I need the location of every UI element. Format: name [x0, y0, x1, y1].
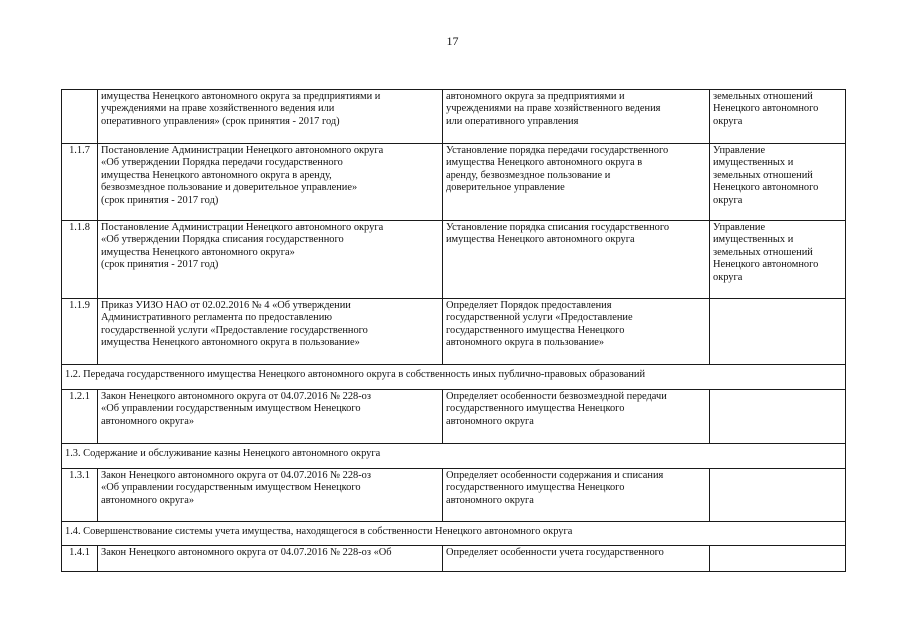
purpose-cell-line: Определяет особенности безвозмездной передачи [446, 391, 667, 402]
legal-act-cell-line: «Об управлении государственным имуществом Ненецкого [101, 482, 361, 494]
executor-cell [710, 144, 846, 221]
purpose-cell [443, 90, 710, 144]
legal-act-cell-line: автономного округа» [101, 415, 195, 427]
purpose-cell [443, 299, 710, 365]
executor-cell [710, 469, 846, 522]
purpose-cell [443, 144, 710, 221]
executor-cell-line: округа [713, 115, 743, 127]
legal-act-cell-line: (срок принятия - 2017 год) [101, 194, 219, 206]
purpose-cell-line: автономного округа [446, 415, 534, 427]
table-row [62, 299, 846, 365]
legal-act-cell-line: «Об управлении государственным имуществом Ненецкого [101, 403, 361, 415]
executor-cell-line: Ненецкого автономного [713, 103, 819, 115]
executor-cell-line: земельных отношений [713, 91, 813, 102]
purpose-cell [443, 221, 710, 299]
purpose-cell-line: автономного округа в пользование» [446, 337, 605, 349]
executor-cell [710, 221, 846, 299]
legal-act-cell-line: имущества Ненецкого автономного округа за предприятиями и [101, 91, 381, 102]
table-row [62, 546, 846, 572]
executor-cell-line: округа [713, 271, 743, 283]
section-heading-text: 1.2. Передача государственного имущества Ненецкого автономного округа в собственность иных публично-правовых образований [65, 369, 646, 380]
legal-act-cell-line: «Об утверждении Порядка списания государственного [101, 234, 344, 246]
page-number: 17 [446, 34, 459, 48]
item-number: 1.3.1 [62, 469, 98, 522]
executor-cell [710, 299, 846, 365]
section-heading [62, 444, 846, 469]
executor-cell-line: Управление [713, 145, 766, 156]
purpose-cell-line: государственного имущества Ненецкого [446, 482, 625, 494]
legal-act-cell [98, 90, 443, 144]
legal-act-cell [98, 144, 443, 221]
item-number [62, 90, 98, 144]
table-row [62, 90, 846, 144]
table-row [62, 144, 846, 221]
section-heading [62, 365, 846, 390]
legal-act-cell-line: «Об утверждении Порядка передачи государственного [101, 157, 343, 169]
purpose-cell [443, 469, 710, 522]
executor-cell-line: Ненецкого автономного [713, 182, 819, 194]
executor-cell-line: округа [713, 194, 743, 206]
purpose-cell-line: или оперативного управления [446, 115, 579, 127]
program-table [61, 89, 846, 572]
purpose-cell-line: имущества Ненецкого автономного округа в [446, 157, 643, 169]
section-heading [62, 522, 846, 546]
executor-cell-line: имущественных и [713, 157, 794, 169]
executor-cell-line: Управление [713, 222, 766, 233]
legal-act-cell-line: Административного регламента по предоставлению [101, 312, 333, 324]
purpose-cell [443, 546, 710, 572]
legal-act-cell-line: автономного округа» [101, 494, 195, 506]
table-row [62, 390, 846, 444]
legal-act-cell-line: государственной услуги «Предоставление государственного [101, 324, 368, 336]
purpose-cell-line: учреждениями на праве хозяйственного ведения [446, 103, 661, 115]
purpose-cell-line: Установление порядка списания государственного [446, 222, 670, 233]
purpose-cell-line: государственной услуги «Предоставление [446, 312, 633, 324]
section-heading-text: 1.3. Содержание и обслуживание казны Ненецкого автономного округа [65, 448, 381, 459]
legal-act-cell-line: Закон Ненецкого автономного округа от 04.07.2016 № 228-оз [101, 470, 371, 481]
executor-cell-line: Ненецкого автономного [713, 259, 819, 271]
section-row [62, 522, 846, 546]
legal-act-cell-line: учреждениями на праве хозяйственного ведения или [101, 103, 335, 115]
item-number: 1.1.7 [62, 144, 98, 221]
table-row [62, 221, 846, 299]
legal-act-cell-line: Закон Ненецкого автономного округа от 04.07.2016 № 228-оз «Об [101, 547, 392, 558]
purpose-cell-line: автономного округа [446, 494, 534, 506]
legal-act-cell-line: имущества Ненецкого автономного округа» [101, 246, 295, 258]
executor-cell [710, 390, 846, 444]
section-row [62, 365, 846, 390]
purpose-cell-line: Установление порядка передачи государственного [446, 145, 669, 156]
executor-cell [710, 90, 846, 144]
table-body [62, 90, 846, 572]
legal-act-cell [98, 299, 443, 365]
legal-act-cell-line: безвозмездное пользование и доверительное управление» [101, 182, 358, 194]
section-heading-text: 1.4. Совершенствование системы учета имущества, находящегося в собственности Ненецкого автономного округа [65, 526, 573, 537]
purpose-cell-line: Определяет Порядок предоставления [446, 300, 612, 311]
legal-act-cell-line: Приказ УИЗО НАО от 02.02.2016 № 4 «Об утверждении [101, 300, 351, 311]
section-row [62, 444, 846, 469]
executor-cell-line: земельных отношений [713, 246, 813, 258]
legal-act-cell-line: Закон Ненецкого автономного округа от 04.07.2016 № 228-оз [101, 391, 371, 402]
purpose-cell-line: государственного имущества Ненецкого [446, 324, 625, 336]
legal-act-cell-line: Постановление Администрации Ненецкого автономного округа [101, 145, 384, 156]
item-number: 1.1.9 [62, 299, 98, 365]
item-number: 1.4.1 [62, 546, 98, 572]
executor-cell-line: земельных отношений [713, 169, 813, 181]
item-number: 1.2.1 [62, 390, 98, 444]
legal-act-cell [98, 546, 443, 572]
purpose-cell-line: имущества Ненецкого автономного округа [446, 234, 635, 246]
executor-cell-line: имущественных и [713, 234, 794, 246]
purpose-cell [443, 390, 710, 444]
legal-act-cell-line: (срок принятия - 2017 год) [101, 259, 219, 271]
purpose-cell-line: аренду, безвозмездное пользование и [446, 169, 611, 181]
purpose-cell-line: Определяет особенности содержания и списания [446, 470, 664, 481]
legal-act-cell-line: имущества Ненецкого автономного округа в пользование» [101, 337, 360, 349]
item-number: 1.1.8 [62, 221, 98, 299]
legal-act-cell-line: оперативного управления» (срок принятия - 2017 год) [101, 115, 340, 127]
legal-act-cell [98, 469, 443, 522]
purpose-cell-line: автономного округа за предприятиями и [446, 91, 625, 102]
legal-act-cell [98, 221, 443, 299]
purpose-cell-line: государственного имущества Ненецкого [446, 403, 625, 415]
purpose-cell-line: Определяет особенности учета государственного [446, 547, 664, 558]
executor-cell [710, 546, 846, 572]
purpose-cell-line: доверительное управление [446, 182, 565, 194]
table-row [62, 469, 846, 522]
legal-act-cell-line: имущества Ненецкого автономного округа в аренду, [101, 169, 332, 181]
legal-act-cell [98, 390, 443, 444]
legal-act-cell-line: Постановление Администрации Ненецкого автономного округа [101, 222, 384, 233]
